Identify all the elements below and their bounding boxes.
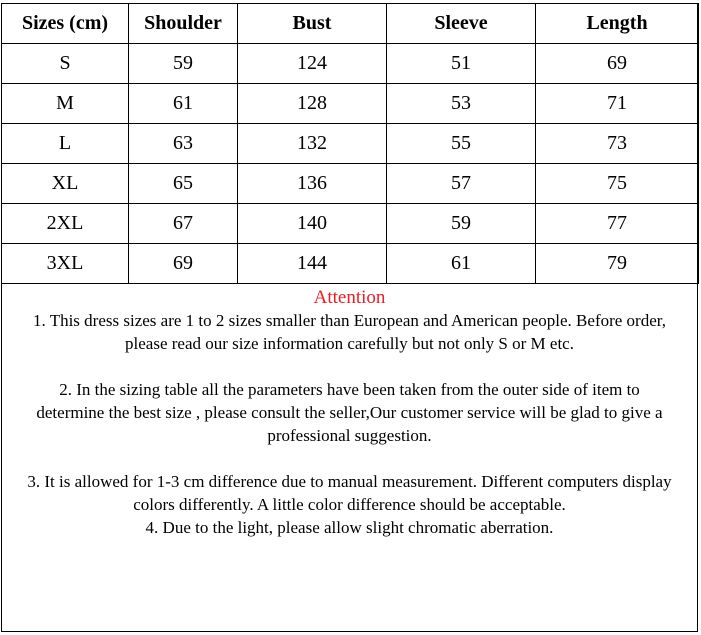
attention-title: Attention [313, 287, 386, 308]
note-3-line-1: 3. It is allowed for 1-3 cm difference due to manual measurement. Different computers display [27, 472, 672, 491]
note-2-line-3: professional suggestion. [267, 426, 432, 445]
cell-shoulder: 65 [129, 164, 238, 204]
cell-sleeve: 61 [387, 244, 536, 284]
cell-sleeve: 51 [387, 44, 536, 84]
note-2-line-1: 2. In the sizing table all the parameters have been taken from the outer side of item to [59, 380, 640, 399]
cell-length: 79 [536, 244, 699, 284]
cell-size: XL [2, 164, 129, 204]
cell-bust: 132 [238, 124, 387, 164]
cell-length: 71 [536, 84, 699, 124]
cell-sleeve: 55 [387, 124, 536, 164]
cell-shoulder: 67 [129, 204, 238, 244]
note-4-line-1: 4. Due to the light, please allow slight chromatic aberration. [145, 518, 554, 537]
header-bust: Bust [238, 4, 387, 44]
cell-shoulder: 61 [129, 84, 238, 124]
header-sleeve: Sleeve [387, 4, 536, 44]
note-1-line-1: 1. This dress sizes are 1 to 2 sizes smaller than European and American people. Before order, [33, 311, 666, 330]
cell-bust: 136 [238, 164, 387, 204]
cell-length: 73 [536, 124, 699, 164]
cell-length: 69 [536, 44, 699, 84]
size-chart [1, 3, 698, 632]
cell-sleeve: 57 [387, 164, 536, 204]
table-row [2, 164, 699, 204]
cell-bust: 128 [238, 84, 387, 124]
table-row [2, 44, 699, 84]
spacer [2, 355, 697, 378]
cell-size: 2XL [2, 204, 129, 244]
note-1-line-2: please read our size information carefully but not only S or M etc. [125, 334, 574, 353]
attention-notes [2, 286, 697, 539]
cell-shoulder: 69 [129, 244, 238, 284]
table-header-row [2, 4, 699, 44]
table-row [2, 244, 699, 284]
note-2-line-2: determine the best size , please consult the seller,Our customer service will be glad to give a [36, 403, 663, 422]
spacer [2, 447, 697, 470]
cell-length: 77 [536, 204, 699, 244]
cell-size: M [2, 84, 129, 124]
cell-bust: 140 [238, 204, 387, 244]
header-sizes: Sizes (cm) [2, 4, 129, 44]
header-shoulder: Shoulder [129, 4, 238, 44]
cell-sleeve: 53 [387, 84, 536, 124]
cell-bust: 124 [238, 44, 387, 84]
cell-sleeve: 59 [387, 204, 536, 244]
table-row [2, 84, 699, 124]
cell-size: 3XL [2, 244, 129, 284]
table-row [2, 124, 699, 164]
cell-size: L [2, 124, 129, 164]
header-length: Length [536, 4, 699, 44]
table-row [2, 204, 699, 244]
cell-length: 75 [536, 164, 699, 204]
size-table [1, 3, 699, 284]
cell-shoulder: 63 [129, 124, 238, 164]
cell-shoulder: 59 [129, 44, 238, 84]
cell-bust: 144 [238, 244, 387, 284]
note-3-line-2: colors differently. A little color difference should be acceptable. [133, 495, 566, 514]
cell-size: S [2, 44, 129, 84]
